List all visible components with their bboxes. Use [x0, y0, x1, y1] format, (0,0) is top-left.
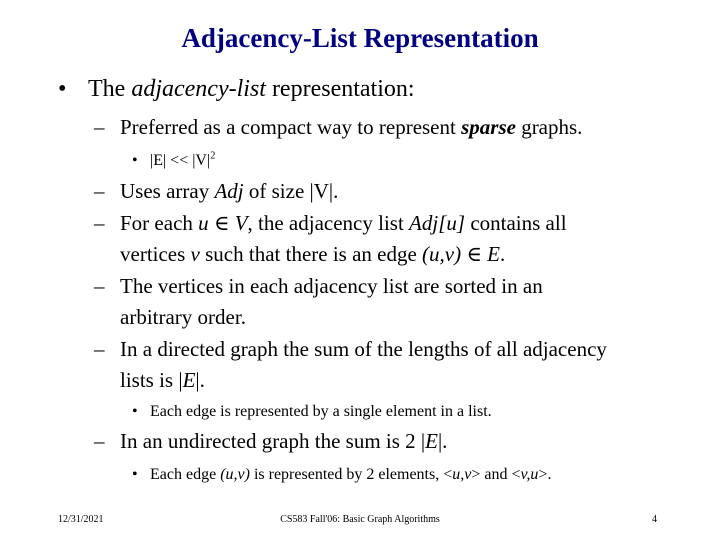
text: Uses array — [120, 179, 215, 203]
sub-bullet-directed-graph-line1: In a directed graph the sum of the lengths of all adjacency — [120, 337, 607, 361]
sub-bullet-undirected-graph — [120, 426, 447, 457]
dash-mark: – — [94, 274, 105, 298]
text: >. — [538, 466, 552, 483]
dash-mark: – — [94, 429, 105, 453]
element-of-symbol: ∈ — [461, 242, 488, 266]
sub-sub-bullet-single-element: Each edge is represented by a single element in a list. — [150, 403, 492, 420]
text: |. — [195, 368, 205, 392]
text: contains all — [465, 211, 567, 235]
text: Preferred as a compact way to represent — [120, 115, 462, 139]
emphasis: adjacency-list — [131, 76, 266, 102]
text: |E| << |V| — [150, 152, 211, 169]
emphasis: Adj — [214, 179, 244, 203]
edge-uv: (u,v) — [220, 466, 250, 483]
var-E: E — [487, 242, 500, 266]
text: The — [88, 76, 132, 102]
pair-vu: v,u — [520, 466, 539, 483]
sub-bullet-adjacency-list-line2 — [120, 239, 505, 270]
sub-sub-bullet-two-elements — [150, 459, 551, 490]
text: . — [499, 242, 506, 266]
text: For each — [120, 211, 199, 235]
text: of size |V|. — [243, 179, 339, 203]
slide-title: Adjacency-List Representation — [181, 23, 539, 53]
sub-bullet-array-adj — [120, 176, 338, 207]
text: lists is | — [120, 368, 183, 392]
sub-bullet-arbitrary-order-line2: arbitrary order. — [120, 305, 246, 329]
text: representation: — [265, 76, 415, 102]
text: such that there is an edge — [199, 242, 423, 266]
pair-uv: u,v — [452, 466, 472, 483]
var-V: V — [234, 211, 248, 235]
element-of-symbol: ∈ — [208, 211, 235, 235]
dot-mark: • — [132, 403, 138, 420]
text: > and < — [471, 466, 521, 483]
text: vertices — [120, 242, 191, 266]
var-E: E — [425, 429, 438, 453]
dash-mark: – — [94, 115, 105, 139]
text: is represented by 2 elements, < — [249, 466, 453, 483]
footer-page-number: 4 — [652, 514, 657, 525]
sub-bullet-adjacency-list-line1 — [120, 208, 567, 239]
sub-sub-bullet-sparse-condition — [150, 145, 215, 176]
footer-date: 12/31/2021 — [58, 514, 104, 525]
var-adj-u: Adj[u] — [409, 211, 466, 235]
sub-bullet-compact-way — [120, 112, 582, 143]
sub-bullet-directed-graph-line2 — [120, 365, 205, 396]
text: In an undirected graph the sum is 2 | — [120, 429, 426, 453]
var-v: v — [190, 242, 200, 266]
text: , the adjacency list — [247, 211, 410, 235]
text: |. — [437, 429, 448, 453]
emphasis: sparse — [461, 115, 516, 139]
text: graphs. — [515, 115, 583, 139]
var-u: u — [198, 211, 209, 235]
dash-mark: – — [94, 337, 105, 361]
text: Each edge — [150, 466, 221, 483]
bullet-adjacency-list-representation — [88, 74, 415, 105]
sub-bullet-arbitrary-order-line1: The vertices in each adjacency list are sorted in an — [120, 274, 543, 298]
bullet-mark: • — [58, 76, 67, 102]
dot-mark: • — [132, 466, 138, 483]
edge-uv: (u,v) — [422, 242, 462, 266]
dash-mark: – — [94, 179, 105, 203]
dash-mark: – — [94, 211, 105, 235]
footer-course: CS583 Fall'06: Basic Graph Algorithms — [280, 514, 440, 525]
superscript: 2 — [210, 150, 216, 162]
var-E: E — [182, 368, 196, 392]
dot-mark: • — [132, 152, 138, 169]
